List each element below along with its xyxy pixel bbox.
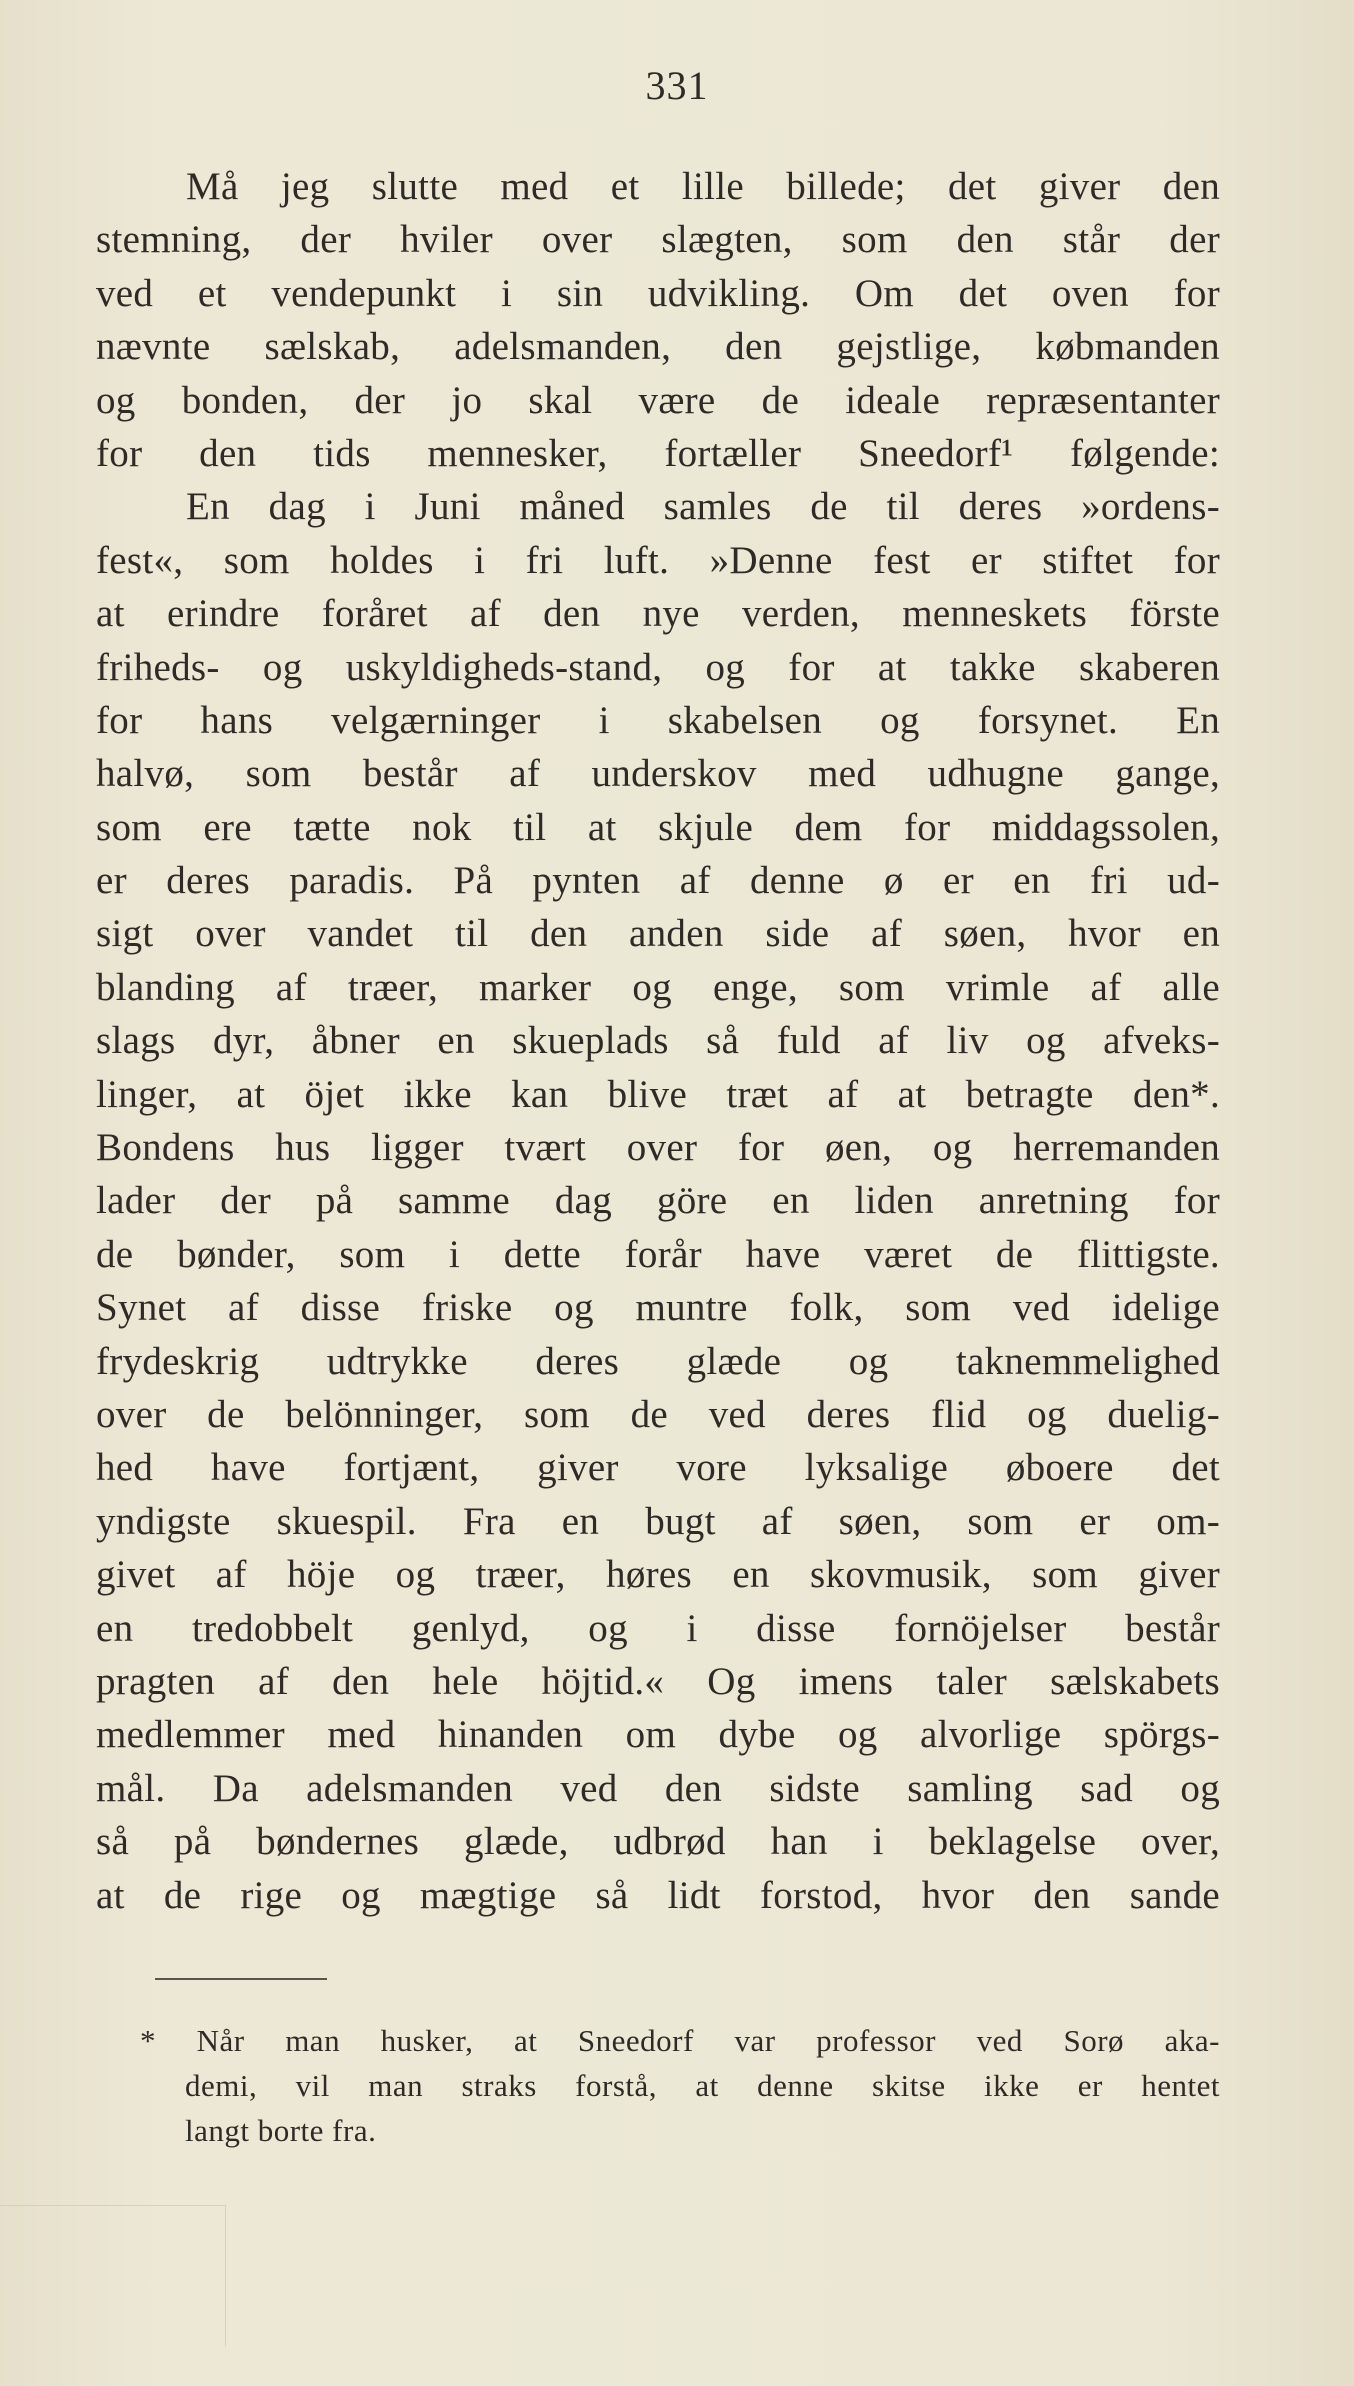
text-line: lader der på samme dag göre en liden anretning for [96, 1179, 1220, 1223]
text-line: slags dyr, åbner en skueplads så fuld af liv og afveks- [96, 1019, 1220, 1063]
text-line: Synet af disse friske og muntre folk, som ved idelige [96, 1286, 1220, 1330]
text-line: blanding af træer, marker og enge, som vrimle af alle [96, 965, 1220, 1009]
text-line: Bondens hus ligger tvært over for øen, og herremanden [96, 1126, 1220, 1170]
text-line: yndigste skuespil. Fra en bugt af søen, som er om- [96, 1499, 1220, 1543]
text-line: givet af höje og træer, høres en skovmusik, som giver [96, 1553, 1220, 1597]
text-line: og bonden, der jo skal være de ideale repræsentanter [96, 378, 1220, 422]
text-line: medlemmer med hinanden om dybe og alvorlige spörgs- [96, 1713, 1220, 1757]
text-line: for den tids mennesker, fortæller Sneedorf¹ følgende: [96, 431, 1220, 475]
footnote-line: * Når man husker, at Sneedorf var professor ved Sorø aka- [140, 2023, 1220, 2058]
text-line: de bønder, som i dette forår have været de flittigste. [96, 1232, 1220, 1276]
text-line: ved et vendepunkt i sin udvikling. Om det oven for [96, 271, 1220, 315]
footnote-line: demi, vil man straks forstå, at denne skitse ikke er hentet [185, 2068, 1220, 2103]
text-line: som ere tætte nok til at skjule dem for middagssolen, [96, 805, 1220, 849]
text-line: hed have fortjænt, giver vore lyksalige øboere det [96, 1446, 1220, 1490]
text-line: sigt over vandet til den anden side af søen, hvor en [96, 912, 1220, 956]
text-line: En dag i Juni måned samles de til deres »ordens- [186, 485, 1220, 529]
text-line: mål. Da adelsmanden ved den sidste samling sad og [96, 1766, 1220, 1810]
text-line: er deres paradis. På pynten af denne ø er en fri ud- [96, 859, 1220, 903]
text-line: en tredobbelt genlyd, og i disse fornöjelser består [96, 1606, 1220, 1650]
text-line: Må jeg slutte med et lille billede; det giver den [186, 165, 1220, 208]
text-line: linger, at öjet ikke kan blive træt af at betragte den*. [96, 1072, 1220, 1116]
text-line: stemning, der hviler over slægten, som den står der [96, 218, 1220, 262]
text-line: nævnte sælskab, adelsmanden, den gejstlige, købmanden [96, 325, 1220, 369]
footnote-line: langt borte fra. [185, 2113, 377, 2148]
footnote [140, 2018, 1220, 2153]
text-line: over de belönninger, som de ved deres flid og duelig- [96, 1392, 1220, 1436]
text-line: at erindre foråret af den nye verden, menneskets förste [96, 592, 1220, 636]
text-line: fest«, som holdes i fri luft. »Denne fest er stiftet for [96, 538, 1220, 582]
text-line: friheds- og uskyldigheds-stand, og for at takke skaberen [96, 645, 1220, 689]
page-number: 331 [645, 63, 709, 108]
text-line: at de rige og mægtige så lidt forstod, hvor den sande [96, 1873, 1220, 1917]
text-line: pragten af den hele höjtid.« Og imens taler sælskabets [96, 1659, 1220, 1703]
paper-edge-mark [0, 2205, 226, 2346]
text-line: så på bøndernes glæde, udbrød han i beklagelse over, [96, 1820, 1220, 1864]
text-line: for hans velgærninger i skabelsen og forsynet. En [96, 698, 1220, 742]
body-text [96, 160, 1220, 1922]
text-line: halvø, som består af underskov med udhugne gange, [96, 752, 1220, 796]
footnote-separator [155, 1978, 327, 1980]
text-line: frydeskrig udtrykke deres glæde og taknemmelighed [96, 1339, 1220, 1383]
